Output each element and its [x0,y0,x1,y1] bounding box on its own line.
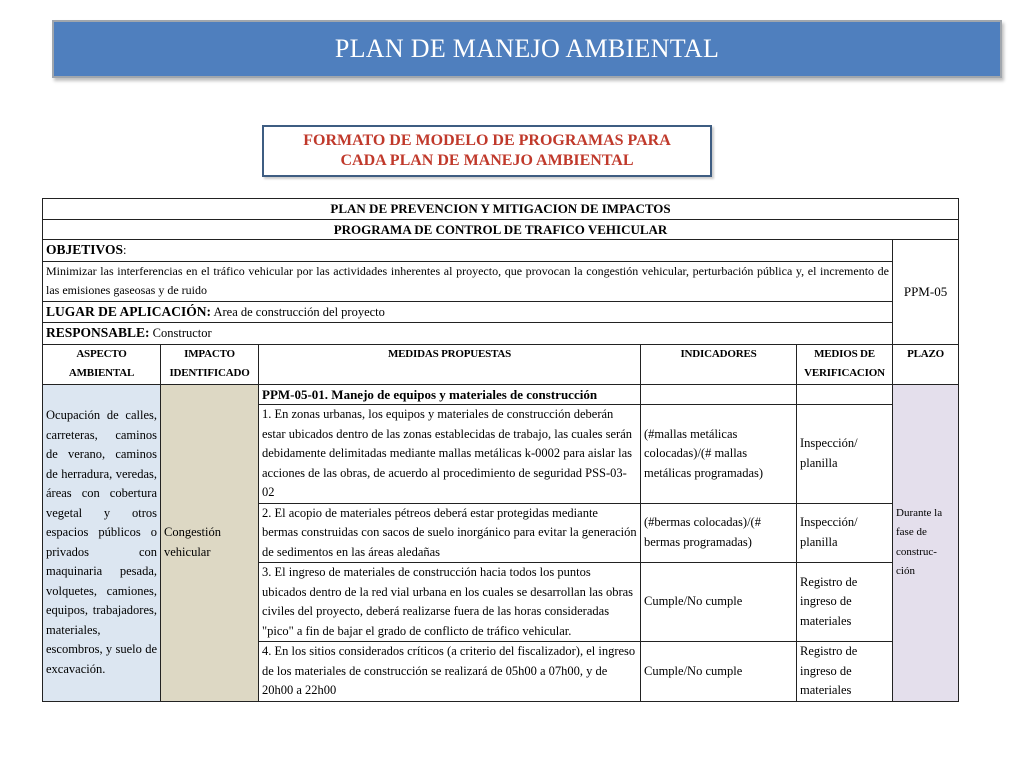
format-subtitle-box [262,125,712,177]
indicador-cell: Cumple/No cumple [641,563,797,642]
header-medios-line-1: MEDIOS DE [814,347,875,360]
objetivos-label: OBJETIVOS [46,242,124,257]
medida-cell: 4. En los sitios considerados críticos (a criterio del fiscalizador), el ingreso de los materiales de construcción se realizará de 05h00 a 07h00, y de 20h00 a 22h00 [259,642,641,702]
impacto-identificado-cell: Congestión vehicular [161,384,259,701]
lugar-cell [43,301,893,323]
indicador-cell: (#mallas metálicas colocadas)/(# mallas metálicas programadas) [641,405,797,504]
medio-verificacion-cell: Registro de ingreso de materiales [797,563,893,642]
header-impacto [161,344,259,384]
responsable-label: RESPONSABLE: [46,325,150,340]
responsable-cell [43,323,893,345]
objetivos-text: Minimizar las interferencias en el tráfico vehicular por las actividades inherentes al proyecto, que provocan la congestión vehicular, perturbación pública y, el incremento de las emisiones gaseosas y de ruido [43,261,893,301]
header-aspecto-line-1: ASPECTO [76,347,127,360]
responsable-text: Constructor [152,326,212,340]
objetivos-text-row [43,261,959,301]
plan-title-row [43,199,959,220]
objetivos-label-row [43,240,959,262]
objetivos-label-cell [43,240,893,262]
medida-title-row [43,384,959,405]
header-medidas: MEDIDAS PROPUESTAS [259,344,641,384]
page-title: PLAN DE MANEJO AMBIENTAL [334,34,720,63]
medida-title-medio-empty [797,384,893,405]
medida-cell: 1. En zonas urbanas, los equipos y materiales de construcción deberán estar ubicados dentro de las zonas establecidas de trabajo, las cuales serán debidamente delimitadas mediante mallas metálicas k-0002 para aislar las acciones de las obras, de acuerdo al procedimiento de seguridad PSS-03-02 [259,405,641,504]
medio-verificacion-cell: Inspección/ planilla [797,503,893,563]
program-title: PROGRAMA DE CONTROL DE TRAFICO VEHICULAR [43,219,959,240]
format-subtitle-line-1: FORMATO DE MODELO DE PROGRAMAS PARA [303,132,671,149]
column-header-row [43,344,959,384]
header-impacto-line-2: IDENTIFICADO [169,367,250,379]
header-impacto-line-1: IMPACTO [184,347,235,360]
aspecto-ambiental-cell: Ocupación de calles, carreteras, caminos de verano, caminos de herradura, veredas, áreas con cobertura vegetal y otros espacios públicos o privados con maquinaria pesada, volquetes, camiones, equipos, trabajadores, materiales, escombros, y suelo de excavación. [43,384,161,701]
lugar-text: Area de construcción del proyecto [213,304,385,319]
indicador-cell: (#bermas colocadas)/(# bermas programadas) [641,503,797,563]
medida-cell: 3. El ingreso de materiales de construcción hacia todos los puntos ubicados dentro de la red vial urbana en los cuales se desarrollan las obras civiles del proyecto, deberá realizarse fuera de las horas consideradas "pico" a fin de bajar el grado de conflicto de tráfico vehicular. [259,563,641,642]
header-aspecto-line-2: AMBIENTAL [68,367,135,379]
header-aspecto [43,344,161,384]
plazo-cell: Durante la fase de construc-ción [893,384,959,701]
lugar-row [43,301,959,323]
page-banner [52,20,1002,78]
program-title-row [43,219,959,240]
lugar-label: LUGAR DE APLICACIÓN: [46,303,212,319]
program-code: PPM-05 [893,240,959,345]
program-table [42,198,959,702]
header-medios-line-2: VERIFICACION [804,367,885,379]
format-subtitle-line-2: CADA PLAN DE MANEJO AMBIENTAL [340,152,634,169]
indicador-cell: Cumple/No cumple [641,642,797,702]
header-medios [797,344,893,384]
header-plazo: PLAZO [893,344,959,384]
plan-title: PLAN DE PREVENCION Y MITIGACION DE IMPACTOS [43,199,959,220]
medida-cell: 2. El acopio de materiales pétreos deberá estar protegidas mediante bermas construidas con sacos de suelo inorgánico para evitar la generación de sedimentos en las áreas aledañas [259,503,641,563]
medio-verificacion-cell: Inspección/ planilla [797,405,893,504]
responsable-row [43,323,959,345]
medida-title: PPM-05-01. Manejo de equipos y materiales de construcción [259,384,641,405]
objetivos-colon: : [123,243,127,257]
medida-title-indicador-empty [641,384,797,405]
header-indicadores: INDICADORES [641,344,797,384]
medio-verificacion-cell: Registro de ingreso de materiales [797,642,893,702]
